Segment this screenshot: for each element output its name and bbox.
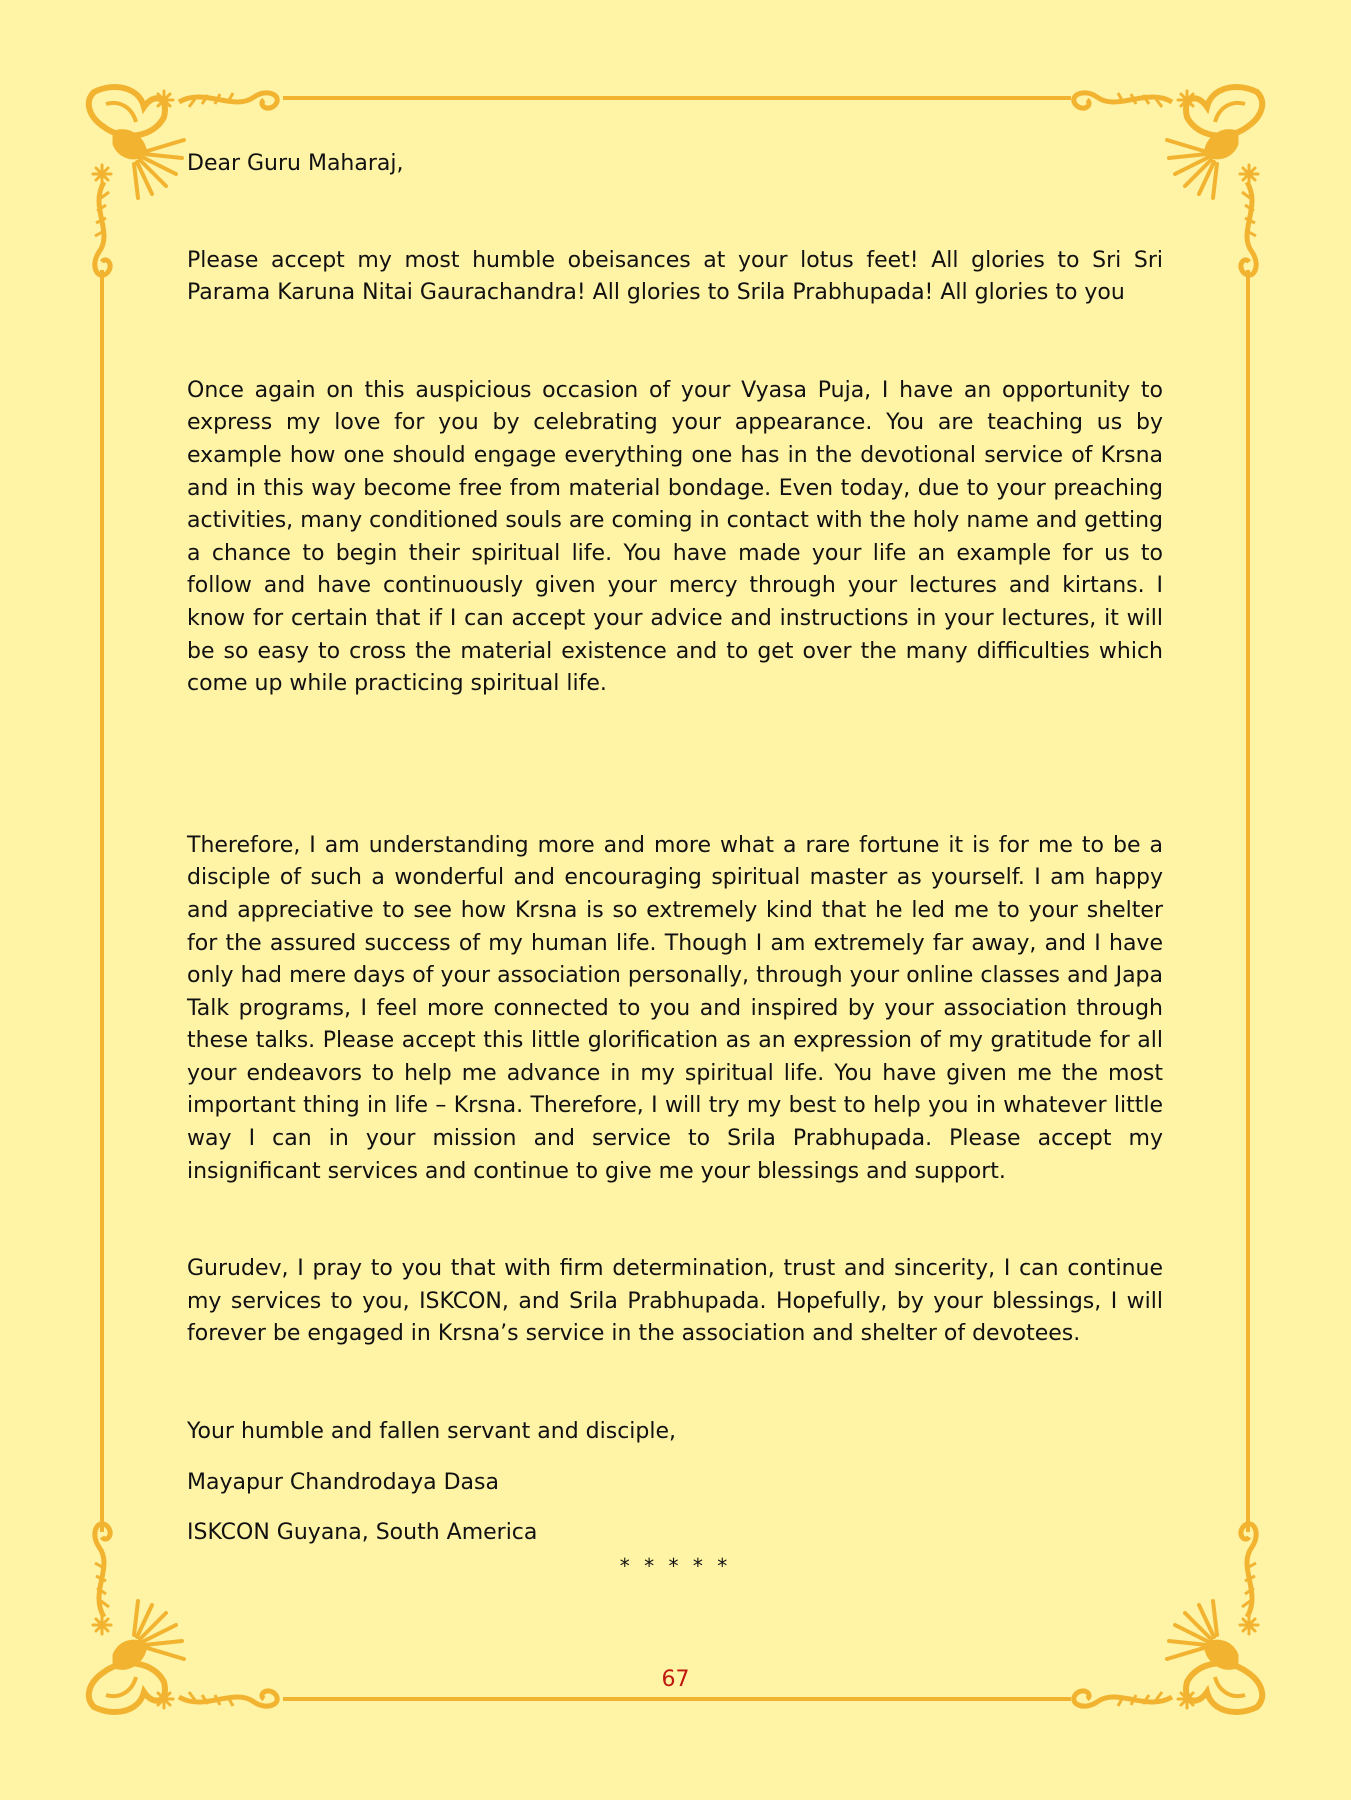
- letter-paragraph: Therefore, I am understanding more and more what a rare fortune it is for me to be a disciple of such a wonderful and encouraging spiritual master as yourself. I am happy and appreciative to see how Krsna is so extremely kind that he led me to your shelter for the assured success of my human life. Though I am extremely far away, and I have only had mere days of your association personally, through your online classes and Japa Talk programs, I feel more connected to you and inspired by your association through these talks. Please accept this little glorification as an expression of my gratitude for all your endeavors to help me advance in my spiritual life. You have given me the most important thing in life – Krsna. Therefore, I will try my best to help you in whatever little way I can in your mission and service to Srila Prabhupada. Please accept my insignificant services and continue to give me your blessings and support.: [187, 832, 1163, 1184]
- letter-paragraph: Gurudev, I pray to you that with firm determination, trust and sincerity, I can continue my services to you, ISKCON, and Srila Prabhupada. Hopefully, by your blessings, I will forever be engaged in Krsna’s service in the association and shelter of devotees.: [187, 1256, 1163, 1347]
- letter-greeting: Dear Guru Maharaj,: [187, 151, 404, 176]
- border-top-line: [283, 96, 1071, 100]
- border-bottom-line: [283, 1697, 1071, 1701]
- letter-paragraph: Once again on this auspicious occasion of your Vyasa Puja, I have an opportunity to express my love for you by celebrating your appearance. You are teaching us by example how one should engage everything one has in the devotional service of Krsna and in this way become free from material bondage. Even today, due to your preaching activities, many conditioned souls are coming in contact with the holy name and getting a chance to begin their spiritual life. You have made your life an example for us to follow and have continuously given your mercy through your lectures and kirtans. I know for certain that if I can accept your advice and instructions in your lectures, it will be so easy to cross the material existence and to get over the many difficulties which come up while practicing spiritual life.: [187, 377, 1163, 697]
- signature-name: Mayapur Chandrodaya Dasa: [187, 1469, 499, 1495]
- page-number: 67: [661, 1667, 690, 1692]
- border-right-line: [1246, 270, 1250, 1532]
- letter-closing: Your humble and fallen servant and disciple,: [187, 1419, 677, 1445]
- letter-paragraph: Please accept my most humble obeisances at your lotus feet! All glories to Sri Sri Parama Karuna Nitai Gaurachandra! All glories to Srila Prabhupada! All glories to you: [187, 247, 1163, 306]
- border-left-line: [100, 270, 104, 1532]
- section-separator: * * * * *: [619, 1554, 732, 1578]
- letter-body: [187, 148, 1163, 1568]
- signature-location: ISKCON Guyana, South America: [187, 1520, 538, 1546]
